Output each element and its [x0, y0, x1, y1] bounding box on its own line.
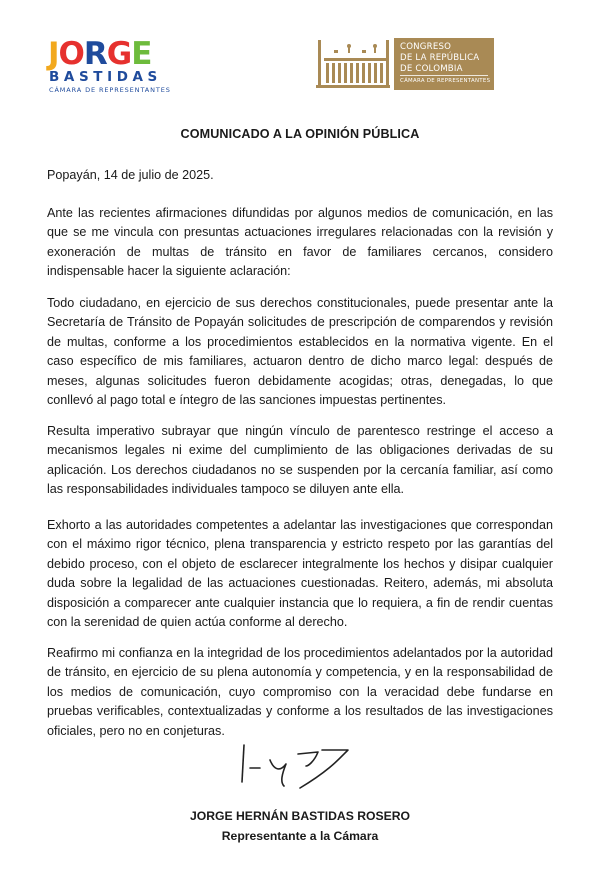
congress-nameplate — [394, 38, 494, 90]
logo-letter: E — [131, 36, 152, 72]
letterhead — [0, 0, 600, 110]
handwritten-signature — [230, 742, 370, 794]
congress-line-2: DE LA REPÚBLICA — [400, 53, 480, 63]
congress-line-1: CONGRESO — [400, 42, 452, 52]
document-title: COMUNICADO A LA OPINIÓN PÚBLICA — [180, 127, 420, 141]
paragraph: Resulta imperativo subrayar que ningún vínculo de parentesco restringe el acceso a mecanismos legales ni exime del cumplimiento de las obligaciones derivadas de su aplicación. Los derechos ciudadanos no se suspenden por la cercanía familiar, así como las responsabilidades individuales tampoco se diluyen ante ella. — [47, 424, 553, 497]
logo-letter: G — [106, 36, 132, 72]
signatory-role: Representante a la Cámara — [221, 829, 379, 843]
congreso-logo — [314, 38, 492, 92]
signatory-name: JORGE HERNÁN BASTIDAS ROSERO — [189, 809, 411, 823]
logo-surname: BASTIDAS — [49, 69, 162, 85]
jorge-bastidas-logo — [44, 38, 169, 98]
logo-letter: R — [83, 36, 107, 72]
document-date: Popayán, 14 de julio de 2025. — [47, 168, 214, 182]
logo-letter: O — [58, 36, 84, 72]
nameplate-divider — [400, 75, 488, 76]
capitol-building-icon — [314, 38, 392, 90]
paragraph: Todo ciudadano, en ejercicio de sus derechos constitucionales, puede presentar ante la Secretaría de Tránsito de Popayán solicitudes de prescripción de comparendos y revisión de multas, conforme a los procedimientos establecidos en la normativa vigente. En el caso específico de mis familiares, actuaron dentro de dicho marco legal: después de meses, algunas solicitudes fueron debidamente acogidas; otras, denegadas, lo que conllevó al pago total e íntegro de las sanciones impuestas pertinentes. — [47, 296, 553, 408]
logo-subtitle: CÁMARA DE REPRESENTANTES — [49, 86, 171, 94]
congress-line-4: CÁMARA DE REPRESENTANTES — [400, 78, 491, 84]
logo-name — [48, 38, 151, 70]
paragraph: Ante las recientes afirmaciones difundidas por algunos medios de comunicación, en las que se me vincula con presuntas actuaciones irregulares relacionadas con la revisión y exoneración de multas de tránsito en favor de familiares cercanos, considero indispensable hacer la siguiente aclaración: — [47, 206, 553, 279]
paragraph: Exhorto a las autoridades competentes a adelantar las investigaciones que correspondan con el máximo rigor técnico, plena transparencia y estricto respeto por las garantías del debido proceso, con el objeto de esclarecer integralmente los hechos y disipar cualquier duda sobre la legalidad de las actuaciones cuestionadas. Reitero, además, mi absoluta disposición a comparecer ante cualquier instancia que lo requiera, a fin de rendir cuentas con la serenidad de quien actúa conforme al derecho. — [47, 518, 553, 630]
paragraph: Reafirmo mi confianza en la integridad de los procedimientos adelantados por la autoridad de tránsito, en ejercicio de su plena autonomía y competencia, y en la responsabilidad de los medios de comunicación, cuyo compromiso con la veracidad debe fundarse en pruebas verificables, contextualizadas y conforme a los resultados de las investigaciones oficiales, pero no en conjeturas. — [47, 646, 553, 738]
congress-line-3: DE COLOMBIA — [400, 64, 463, 74]
logo-letter: J — [48, 36, 59, 72]
